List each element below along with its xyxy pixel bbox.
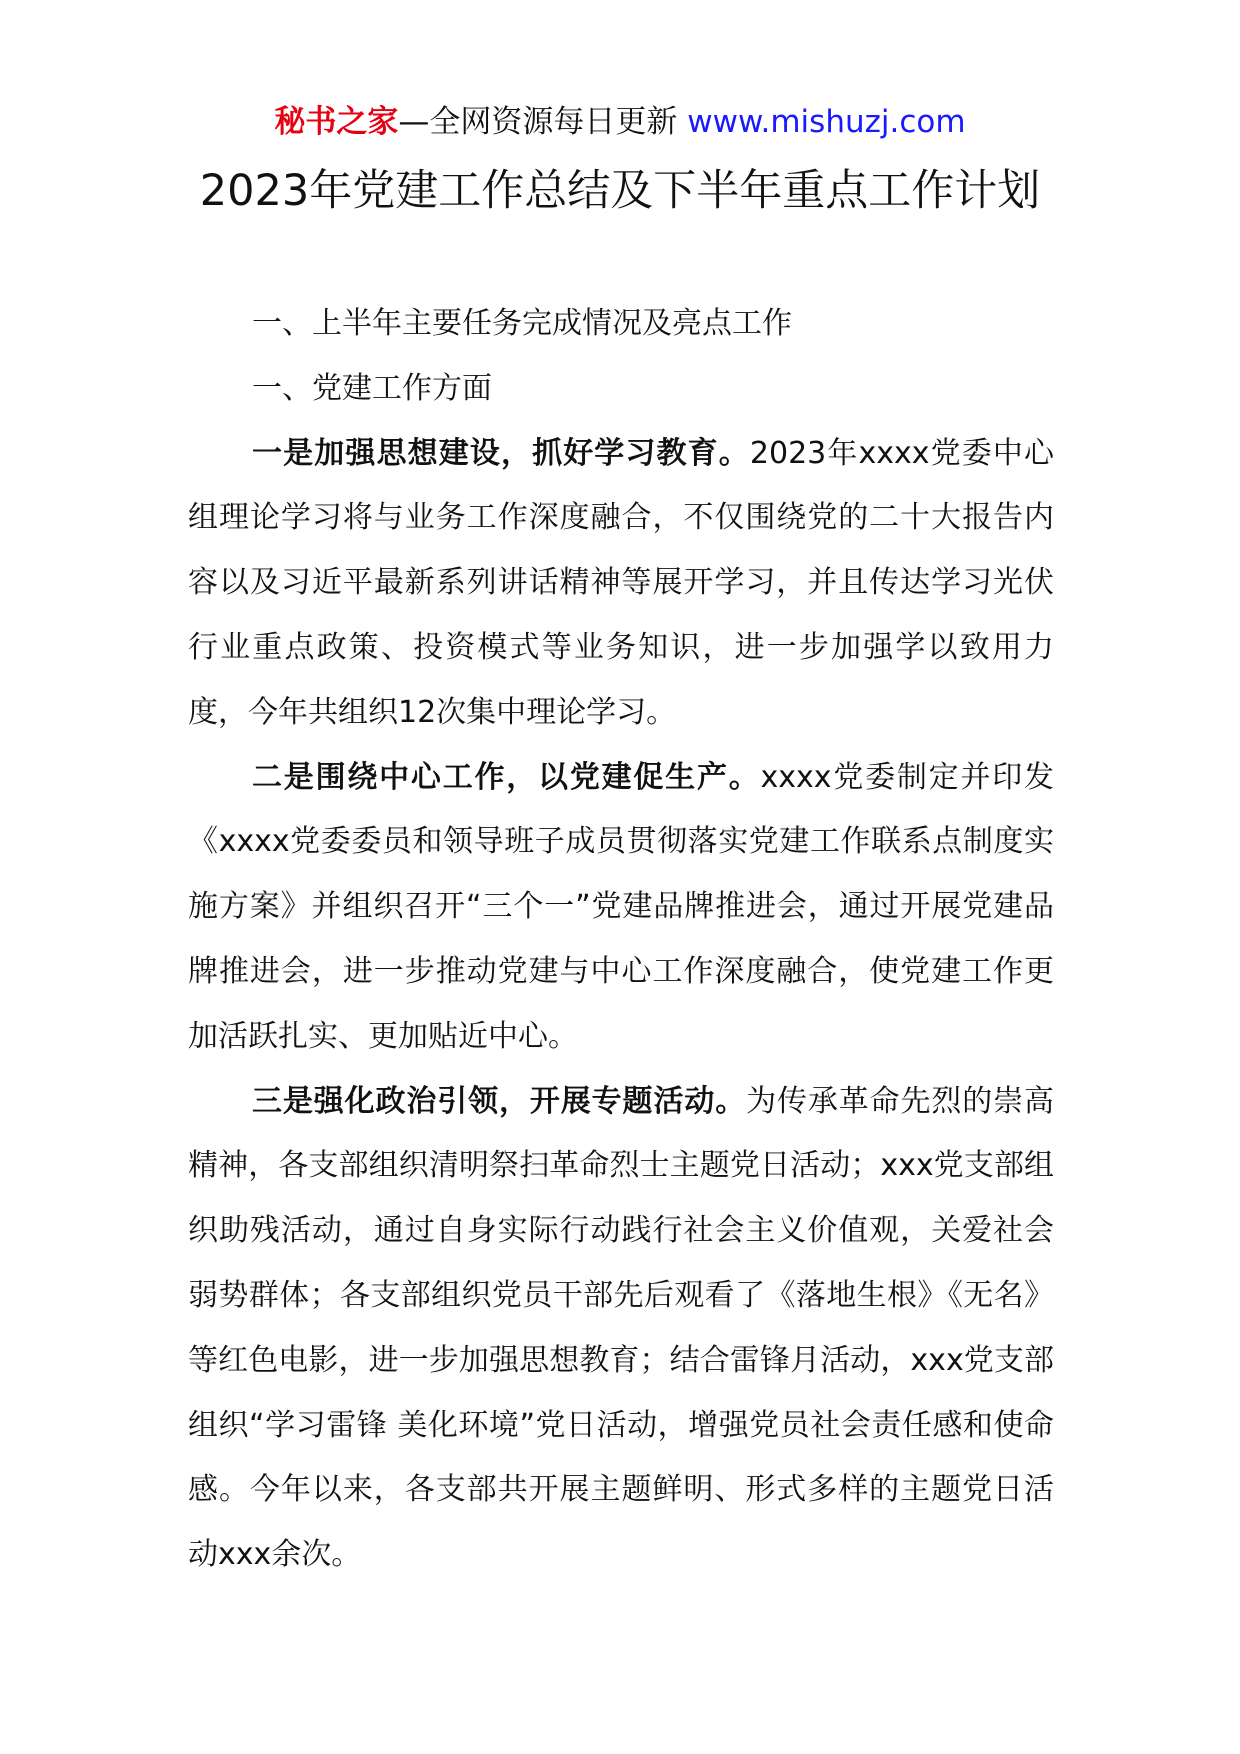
paragraph-2-lead: 二是围绕中心工作，以党建促生产。 [252, 759, 761, 795]
paragraph-2 [188, 746, 1054, 1070]
header-tagline: —全网资源每日更新 [398, 104, 688, 140]
paragraph-1-text: 2023年xxxx党委中心组理论学习将与业务工作深度融合，不仅围绕党的二十大报告内容以及习近平最新系列讲话精神等展开学习，并且传达学习光伏行业重点政策、投资模式等业务知识，进一步加强学以致用力度，今年共组织12次集中理论学习。 [188, 435, 1055, 730]
document-body [188, 292, 1054, 1588]
paragraph-3 [188, 1070, 1054, 1588]
watermark-header [0, 100, 1240, 144]
brand-name: 秘书之家 [274, 104, 399, 140]
site-url-link[interactable]: www.mishuzj.com [687, 104, 966, 140]
document-title: 2023年党建工作总结及下半年重点工作计划 [199, 166, 1041, 216]
paragraph-2-text: xxxx党委制定并印发《xxxx党委委员和领导班子成员贯彻落实党建工作联系点制度实施方案》并组织召开“三个一”党建品牌推进会，通过开展党建品牌推进会，进一步推动党建与中心工作深度融合，使党建工作更加活跃扎实、更加贴近中心。 [188, 759, 1055, 1054]
section-heading: 一、上半年主要任务完成情况及亮点工作 [252, 306, 792, 341]
paragraph-1 [188, 422, 1054, 746]
paragraph-1-lead: 一是加强思想建设，抓好学习教育。 [252, 435, 750, 471]
paragraph-3-lead: 三是强化政治引领，开展专题活动。 [252, 1083, 747, 1119]
paragraph-3-text: 为传承革命先烈的崇高精神，各支部组织清明祭扫革命烈士主题党日活动；xxx党支部组织助残活动，通过自身实际行动践行社会主义价值观，关爱社会弱势群体；各支部组织党员干部先后观看了《落地生根》《无名》等红色电影，进一步加强思想教育；结合雷锋月活动，xxx党支部组织“学习雷锋 美化环境”党日活动，增强党员社会责任感和使命感。今年以来，各支部共开展主题鲜明、形式多样的主题党日活动xxx余次。 [188, 1083, 1055, 1573]
subsection-heading: 一、党建工作方面 [252, 370, 492, 406]
